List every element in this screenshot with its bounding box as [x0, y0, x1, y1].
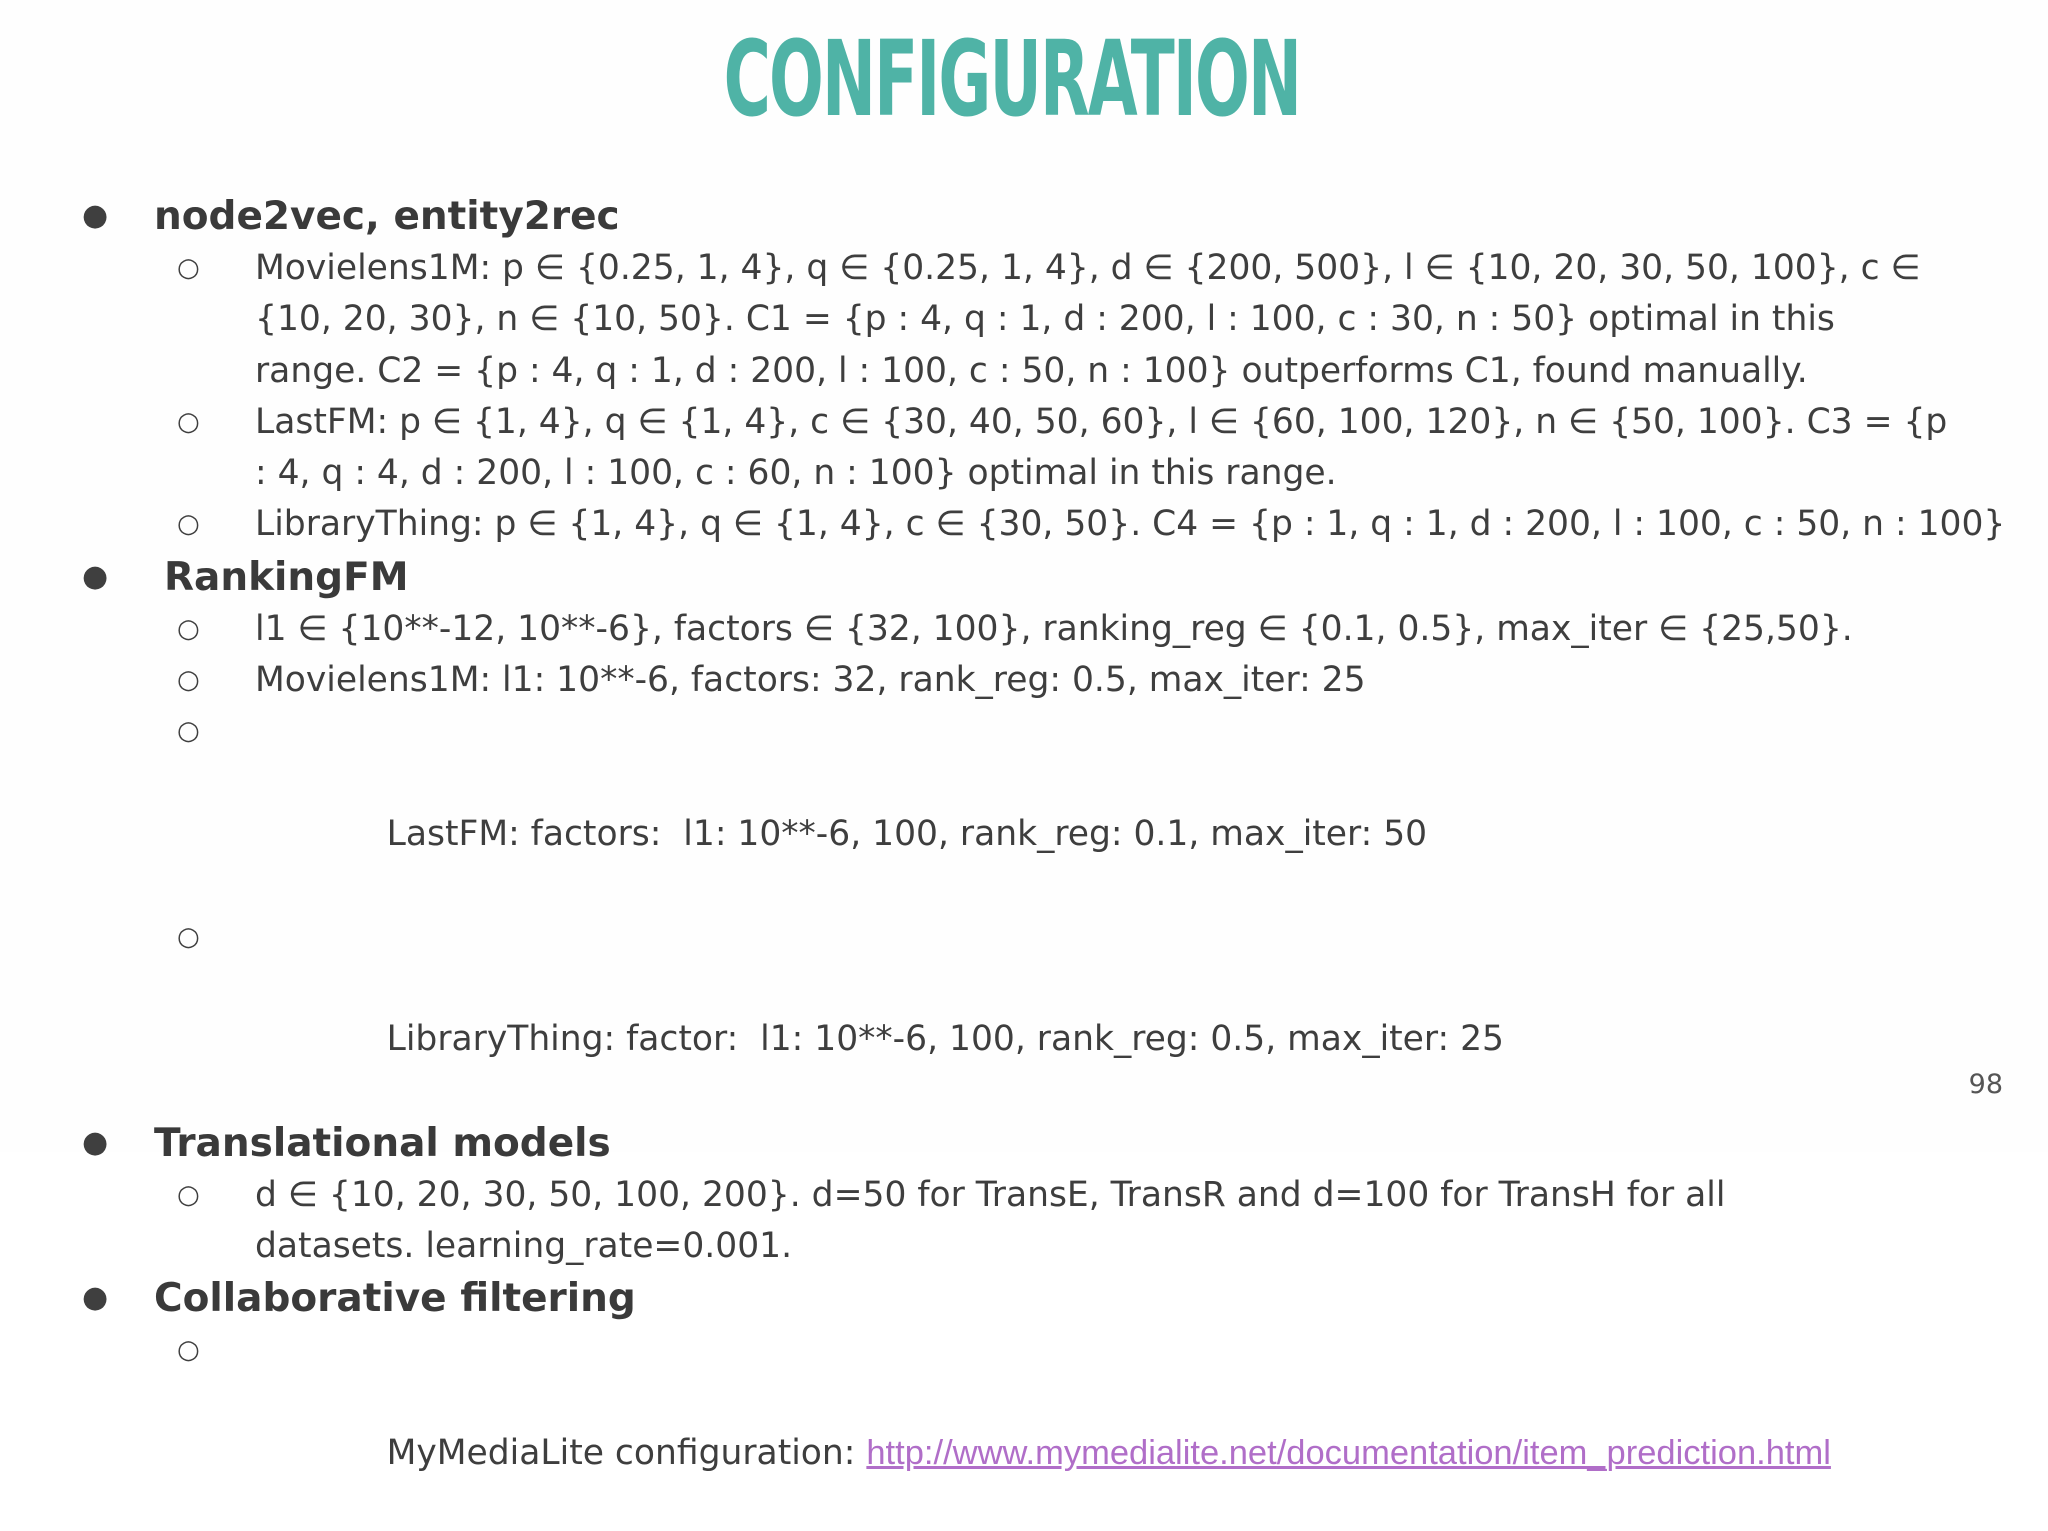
list-item — [177, 499, 2006, 550]
item-text: Movielens1M: p ∈ {0.25, 1, 4}, q ∈ {0.25, 1, 4}, d ∈ {200, 500}, l ∈ {10, 20, 30, 50, 100}, c ∈ {10, 20, 30}, n ∈ {10, 50}. C1 = {p : 4, q : 1, d : 200, l : 100, c : 30, n : 50} optimal in this range. C2 = {p : 4, q : 1, d : 200, l : 100, c : 50, n : 100} outperforms C1, found manually. — [255, 248, 1921, 391]
item-text: LibraryThing: p ∈ {1, 4}, q ∈ {1, 4}, c ∈ {30, 50}. C4 = {p : 1, q : 1, d : 200, l : 100, c : 50, n : 100} — [255, 504, 2006, 545]
sub-bullet: ○ — [177, 406, 200, 437]
section-collaborative — [70, 1272, 1970, 1530]
item-text: LibraryThing: factor: l1: 10**-6, 100, rank_reg: 0.5, max_iter: 25 — [386, 1019, 1504, 1060]
item-text: l1 ∈ {10**-12, 10**-6}, factors ∈ {32, 100}, ranking_reg ∈ {0.1, 0.5}, max_iter ∈ {25,50}. — [255, 608, 1853, 649]
sub-bullet: ○ — [177, 613, 200, 644]
sub-list — [154, 1325, 1970, 1530]
sub-bullet: ○ — [177, 509, 200, 540]
item-text: LastFM: factors: l1: 10**-6, 100, rank_reg: 0.1, max_iter: 50 — [386, 813, 1428, 854]
item-text: MyMediaLite configuration: — [386, 1432, 867, 1473]
list-item — [177, 655, 1970, 706]
item-text: d ∈ {10, 20, 30, 50, 100, 200}. d=50 for TransE, TransR and d=100 for TransH for all datasets. learning_rate=0.001. — [255, 1174, 1726, 1267]
sub-bullet: ○ — [177, 253, 200, 283]
section-heading: node2vec, entity2rec — [154, 194, 620, 239]
list-item — [177, 1170, 1850, 1273]
sub-list — [154, 1170, 1970, 1273]
page-number: 98 — [1968, 1069, 2003, 1100]
list-item — [177, 243, 1940, 397]
sub-bullet: ○ — [177, 921, 200, 952]
sub-bullet: ○ — [177, 1179, 200, 1210]
sub-bullet: ○ — [177, 1335, 200, 1366]
bullet: ● — [82, 1124, 109, 1160]
item-text: Movielens1M: l1: 10**-6, factors: 32, rank_reg: 0.5, max_iter: 25 — [255, 660, 1366, 701]
list-item — [177, 912, 1970, 1117]
list-item — [177, 1325, 1970, 1530]
item-text: LastFM: p ∈ {1, 4}, q ∈ {1, 4}, c ∈ {30, 40, 50, 60}, l ∈ {60, 100, 120}, n ∈ {50, 100}. C3 = {p : 4, q : 4, d : 200, l : 100, c : 60, n : 100} optimal in this range. — [255, 401, 1948, 494]
list-item — [177, 397, 1960, 500]
section-heading: Collaborative filtering — [154, 1276, 636, 1322]
sub-list — [154, 243, 2006, 551]
section-node2vec — [70, 190, 2006, 551]
list-item — [177, 706, 1970, 911]
bullet: ● — [82, 1280, 109, 1316]
section-heading: RankingFM — [164, 554, 409, 600]
list-item — [177, 604, 1970, 655]
bullet: ● — [82, 198, 109, 233]
sub-bullet: ○ — [177, 716, 200, 747]
bullet: ● — [82, 558, 109, 594]
mymedialite-link[interactable]: http://www.mymedialite.net/documentation/item_prediction.html — [866, 1433, 1831, 1472]
section-heading: Translational models — [154, 1120, 611, 1166]
sub-list — [154, 604, 1970, 1117]
slide-title: CONFIGURATION — [723, 18, 1301, 140]
section-rankingfm — [70, 551, 1970, 1117]
sub-bullet: ○ — [177, 665, 200, 696]
section-translational — [70, 1117, 1970, 1273]
